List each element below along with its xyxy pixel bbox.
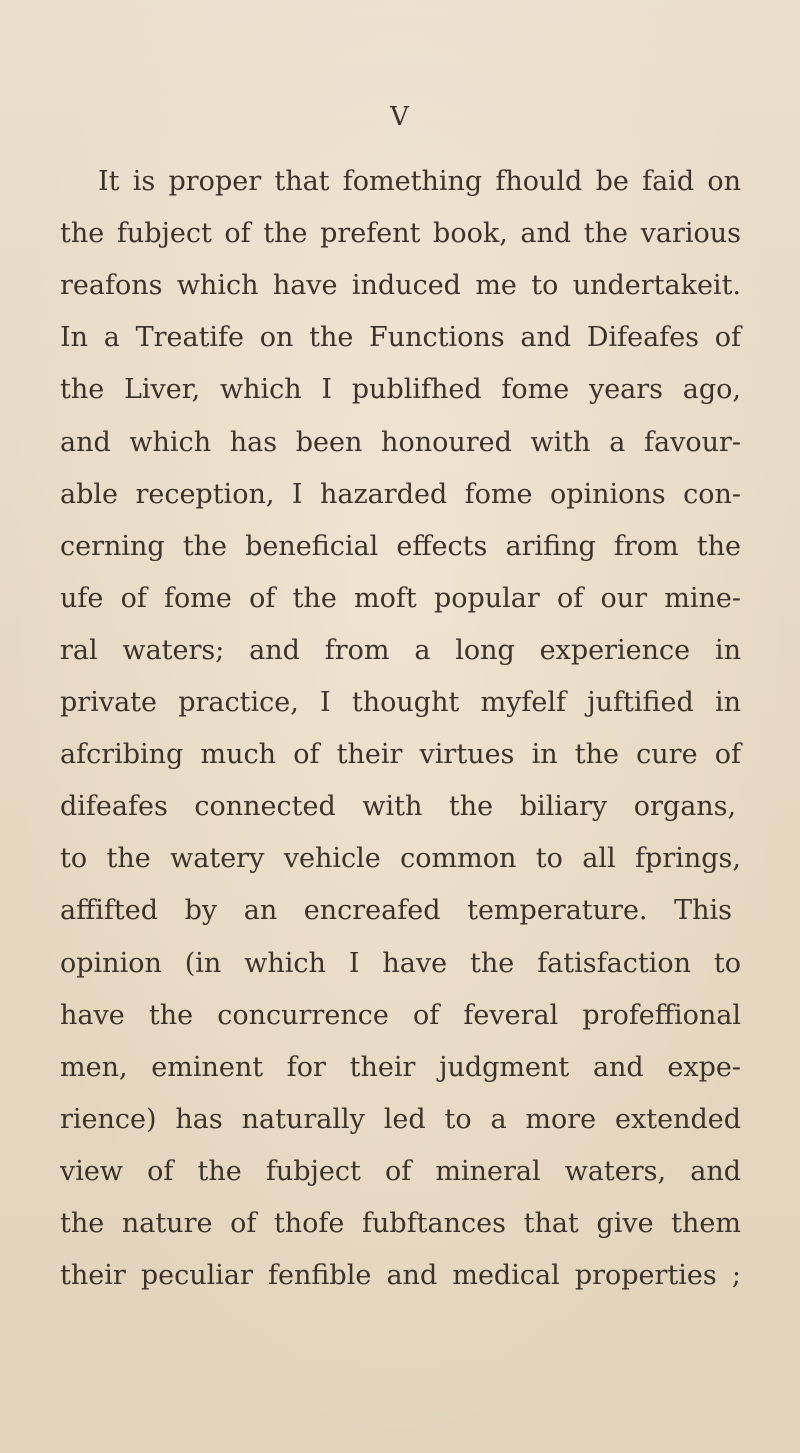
text-line-8: cerning the beneficial effects arifing from the xyxy=(60,530,741,562)
text-line-16: opinion (in which I have the fatisfaction to xyxy=(60,947,741,979)
text-line-12: afcribing much of their virtues in the cure of xyxy=(60,739,741,771)
text-line-22: their peculiar fenfible and medical properties ; xyxy=(60,1260,741,1292)
text-line-3: reafons which have induced me to undertakeit. xyxy=(60,270,741,302)
text-line-20: view of the fubject of mineral waters, and xyxy=(60,1155,741,1187)
text-line-9: ufe of fome of the moft popular of our mine- xyxy=(60,582,741,614)
text-line-11: private practice, I thought myfelf juftified in xyxy=(60,687,741,718)
text-line-5: the Liver, which I publifhed fome years ago, xyxy=(60,374,741,406)
text-line-14: to the watery vehicle common to all fprings, xyxy=(60,843,741,875)
text-line-18: men, eminent for their judgment and expe- xyxy=(60,1051,741,1083)
text-line-6: and which has been honoured with a favour- xyxy=(60,426,741,458)
text-line-7: able reception, I hazarded fome opinions con- xyxy=(60,478,741,510)
page-folio-roman: V xyxy=(390,102,410,132)
text-line-4: In a Treatife on the Functions and Difeafes of xyxy=(60,322,741,354)
text-line-15: affifted by an encreafed temperature. This xyxy=(60,895,732,927)
text-line-10: ral waters; and from a long experience in xyxy=(60,634,741,666)
text-line-2: the fubject of the prefent book, and the various xyxy=(60,218,741,250)
text-line-21: the nature of thofe fubftances that give them xyxy=(60,1208,741,1239)
text-line-1: It is proper that fomething fhould be faid on xyxy=(98,166,741,197)
text-line-17: have the concurrence of feveral profeffional xyxy=(60,999,741,1031)
text-line-19: rience) has naturally led to a more extended xyxy=(60,1103,741,1135)
text-line-13: difeafes connected with the biliary organs, xyxy=(60,791,737,823)
